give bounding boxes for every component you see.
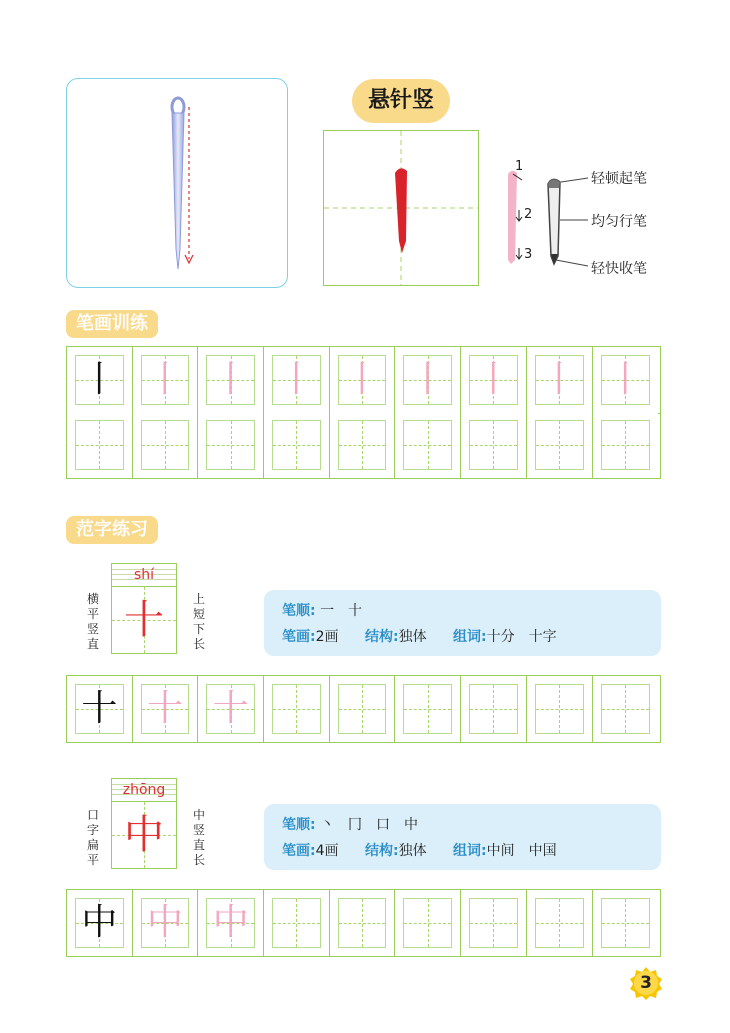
stroke-order-zhong: 丶 冂 口 中 bbox=[320, 817, 419, 833]
practice-cell[interactable] bbox=[330, 890, 396, 956]
section-model-characters: 范字练习 bbox=[66, 516, 158, 544]
example-char-box-shi bbox=[111, 563, 177, 654]
example-char-shi: 十 bbox=[124, 597, 164, 643]
info-box-zhong: 笔顺: 丶 冂 口 中 笔画:4画 结构:独体 组词:中间 中国 bbox=[264, 804, 661, 870]
practice-cell[interactable] bbox=[461, 890, 527, 956]
practice-cell[interactable]: 丨 bbox=[133, 347, 199, 413]
stroke-training-row-2 bbox=[66, 412, 661, 479]
step-number-3: 3 bbox=[524, 247, 533, 262]
practice-cell[interactable] bbox=[264, 890, 330, 956]
practice-cell[interactable] bbox=[198, 412, 264, 478]
example-char-box-zhong bbox=[111, 778, 177, 869]
stroke-count-shi: 2画 bbox=[315, 629, 339, 645]
structure-zhong: 独体 bbox=[398, 843, 427, 859]
practice-cell[interactable]: 丨 bbox=[461, 347, 527, 413]
practice-cell[interactable]: 中 bbox=[133, 890, 199, 956]
practice-cell[interactable] bbox=[461, 412, 527, 478]
practice-cell[interactable] bbox=[264, 676, 330, 742]
note-end-stroke: 轻快收笔 bbox=[591, 261, 647, 277]
practice-cell[interactable]: 十 bbox=[67, 676, 133, 742]
practice-cell[interactable] bbox=[593, 890, 659, 956]
practice-cell[interactable]: 丨 bbox=[198, 347, 264, 413]
practice-cell[interactable]: 丨 bbox=[67, 347, 133, 413]
section-stroke-training: 笔画训练 bbox=[66, 310, 158, 338]
left-tip-zhong: 口 字 扁 平 bbox=[86, 808, 99, 867]
step-number-2: 2 bbox=[524, 207, 533, 222]
practice-cell[interactable] bbox=[527, 676, 593, 742]
practice-cell[interactable] bbox=[330, 412, 396, 478]
practice-cell[interactable]: 丨 bbox=[395, 347, 461, 413]
right-tip-shi: 上 短 下 长 bbox=[192, 592, 205, 651]
practice-cell[interactable] bbox=[461, 676, 527, 742]
pinyin-shi: shí bbox=[133, 567, 155, 583]
right-tip-zhong: 中 竖 直 长 bbox=[192, 808, 205, 867]
practice-cell[interactable] bbox=[593, 676, 659, 742]
left-tip-shi: 横 平 竖 直 bbox=[86, 592, 99, 651]
step-number-1: 1 bbox=[515, 159, 524, 174]
practice-cell[interactable] bbox=[67, 412, 133, 478]
vertical-needle-stroke-demo bbox=[324, 131, 478, 285]
stroke-order-demo bbox=[500, 160, 540, 270]
pinyin-zhong: zhōng bbox=[122, 782, 166, 798]
practice-cell[interactable] bbox=[264, 412, 330, 478]
practice-cell[interactable]: 中 bbox=[67, 890, 133, 956]
practice-cell[interactable] bbox=[395, 890, 461, 956]
brush-stroke-demo bbox=[540, 168, 590, 270]
page-number-badge bbox=[629, 966, 663, 1000]
needle-illustration-panel bbox=[66, 78, 288, 288]
note-start-stroke: 轻顿起笔 bbox=[591, 171, 647, 187]
stroke-training-row-1 bbox=[66, 346, 661, 414]
practice-cell[interactable]: 十 bbox=[198, 676, 264, 742]
stroke-order-shi: 一 十 bbox=[320, 603, 363, 619]
structure-shi: 独体 bbox=[398, 629, 427, 645]
practice-cell[interactable] bbox=[395, 676, 461, 742]
practice-cell[interactable]: 丨 bbox=[593, 347, 659, 413]
practice-cell[interactable] bbox=[133, 412, 199, 478]
practice-cell[interactable] bbox=[527, 412, 593, 478]
practice-cell[interactable] bbox=[395, 412, 461, 478]
char-practice-row-zhong bbox=[66, 889, 661, 957]
practice-cell[interactable] bbox=[593, 412, 659, 478]
practice-cell[interactable] bbox=[330, 676, 396, 742]
words-shi: 十分 十字 bbox=[486, 629, 557, 645]
info-box-shi: 笔顺: 一 十 笔画:2画 结构:独体 组词:十分 十字 bbox=[264, 590, 661, 656]
practice-cell[interactable]: 丨 bbox=[330, 347, 396, 413]
stroke-title: 悬针竖 bbox=[352, 79, 450, 123]
stroke-demo-grid bbox=[323, 130, 479, 286]
practice-cell[interactable]: 十 bbox=[133, 676, 199, 742]
char-practice-row-shi bbox=[66, 675, 661, 743]
example-char-zhong: 中 bbox=[124, 812, 164, 858]
page-number: 3 bbox=[640, 973, 652, 993]
practice-cell[interactable]: 中 bbox=[198, 890, 264, 956]
words-zhong: 中间 中国 bbox=[486, 843, 557, 859]
practice-cell[interactable]: 丨 bbox=[527, 347, 593, 413]
practice-cell[interactable]: 丨 bbox=[264, 347, 330, 413]
note-middle-stroke: 均匀行笔 bbox=[591, 214, 647, 230]
practice-cell[interactable] bbox=[527, 890, 593, 956]
stroke-count-zhong: 4画 bbox=[315, 843, 339, 859]
needle-icon bbox=[67, 79, 287, 287]
